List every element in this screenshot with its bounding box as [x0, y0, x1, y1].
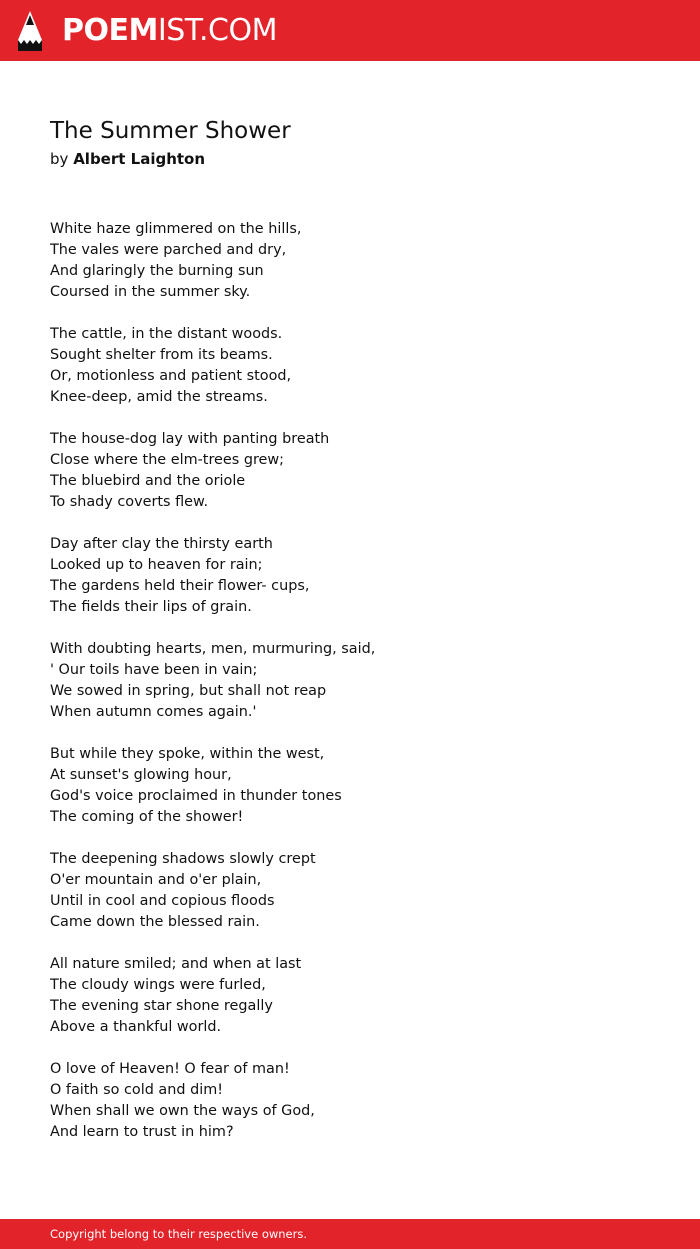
- copyright-text: Copyright belong to their respective owners.: [50, 1227, 308, 1241]
- poem-line: Coursed in the summer sky.: [50, 284, 251, 300]
- poem-line: When autumn comes again.': [50, 704, 257, 720]
- author-name: Albert Laighton: [73, 150, 206, 168]
- poem-line: O love of Heaven! O fear of man!: [50, 1061, 290, 1077]
- poem-line: The fields their lips of grain.: [50, 599, 252, 615]
- stanza: [50, 954, 650, 1038]
- poem-line: The evening star shone regally: [50, 998, 273, 1014]
- logo-brand-bold: POEM: [62, 13, 158, 48]
- stanza: [50, 639, 650, 723]
- pencil-tip-icon[interactable]: [17, 10, 43, 52]
- site-footer: [0, 1219, 700, 1249]
- by-label: by: [50, 150, 69, 168]
- poem-line: Looked up to heaven for rain;: [50, 557, 263, 573]
- poem-body: [50, 219, 650, 1164]
- poem-line: All nature smiled; and when at last: [50, 956, 302, 972]
- stanza: [50, 219, 650, 303]
- poem-line: O faith so cold and dim!: [50, 1082, 223, 1098]
- poem-line: Came down the blessed rain.: [50, 914, 260, 930]
- poem-line: At sunset's glowing hour,: [50, 767, 232, 783]
- poem-line: The bluebird and the oriole: [50, 473, 246, 489]
- poem-line: With doubting hearts, men, murmuring, said,: [50, 641, 376, 657]
- poem-line: To shady coverts flew.: [50, 494, 209, 510]
- poem-line: The deepening shadows slowly crept: [50, 851, 316, 867]
- poem-line: Above a thankful world.: [50, 1019, 222, 1035]
- poem-line: Until in cool and copious floods: [50, 893, 275, 909]
- stanza: [50, 1059, 650, 1143]
- poem-line: The cattle, in the distant woods.: [50, 326, 283, 342]
- stanza: [50, 534, 650, 618]
- poem-line: Day after clay the thirsty earth: [50, 536, 273, 552]
- poem-line: And glaringly the burning sun: [50, 263, 264, 279]
- poem-title: The Summer Shower: [50, 118, 291, 144]
- poem-line: ' Our toils have been in vain;: [50, 662, 258, 678]
- site-logo[interactable]: [62, 13, 277, 49]
- stanza: [50, 324, 650, 408]
- poem-line: The gardens held their flower- cups,: [50, 578, 310, 594]
- poem-line: White haze glimmered on the hills,: [50, 221, 302, 237]
- poem-line: Or, motionless and patient stood,: [50, 368, 292, 384]
- poem-line: Knee-deep, amid the streams.: [50, 389, 268, 405]
- poem-line: The house-dog lay with panting breath: [50, 431, 330, 447]
- byline: [50, 149, 205, 169]
- poem-line: The coming of the shower!: [50, 809, 244, 825]
- poem-line: But while they spoke, within the west,: [50, 746, 325, 762]
- poem-line: God's voice proclaimed in thunder tones: [50, 788, 342, 804]
- poem-line: When shall we own the ways of God,: [50, 1103, 315, 1119]
- logo-brand-light: IST.COM: [157, 13, 277, 48]
- poem-line: We sowed in spring, but shall not reap: [50, 683, 327, 699]
- poem-line: Close where the elm-trees grew;: [50, 452, 285, 468]
- stanza: [50, 744, 650, 828]
- poem-line: Sought shelter from its beams.: [50, 347, 273, 363]
- poem-line: The vales were parched and dry,: [50, 242, 287, 258]
- stanza: [50, 429, 650, 513]
- poem-line: O'er mountain and o'er plain,: [50, 872, 262, 888]
- poem-line: The cloudy wings were furled,: [50, 977, 266, 993]
- site-header: [0, 0, 700, 61]
- stanza: [50, 849, 650, 933]
- poem-line: And learn to trust in him?: [50, 1124, 234, 1140]
